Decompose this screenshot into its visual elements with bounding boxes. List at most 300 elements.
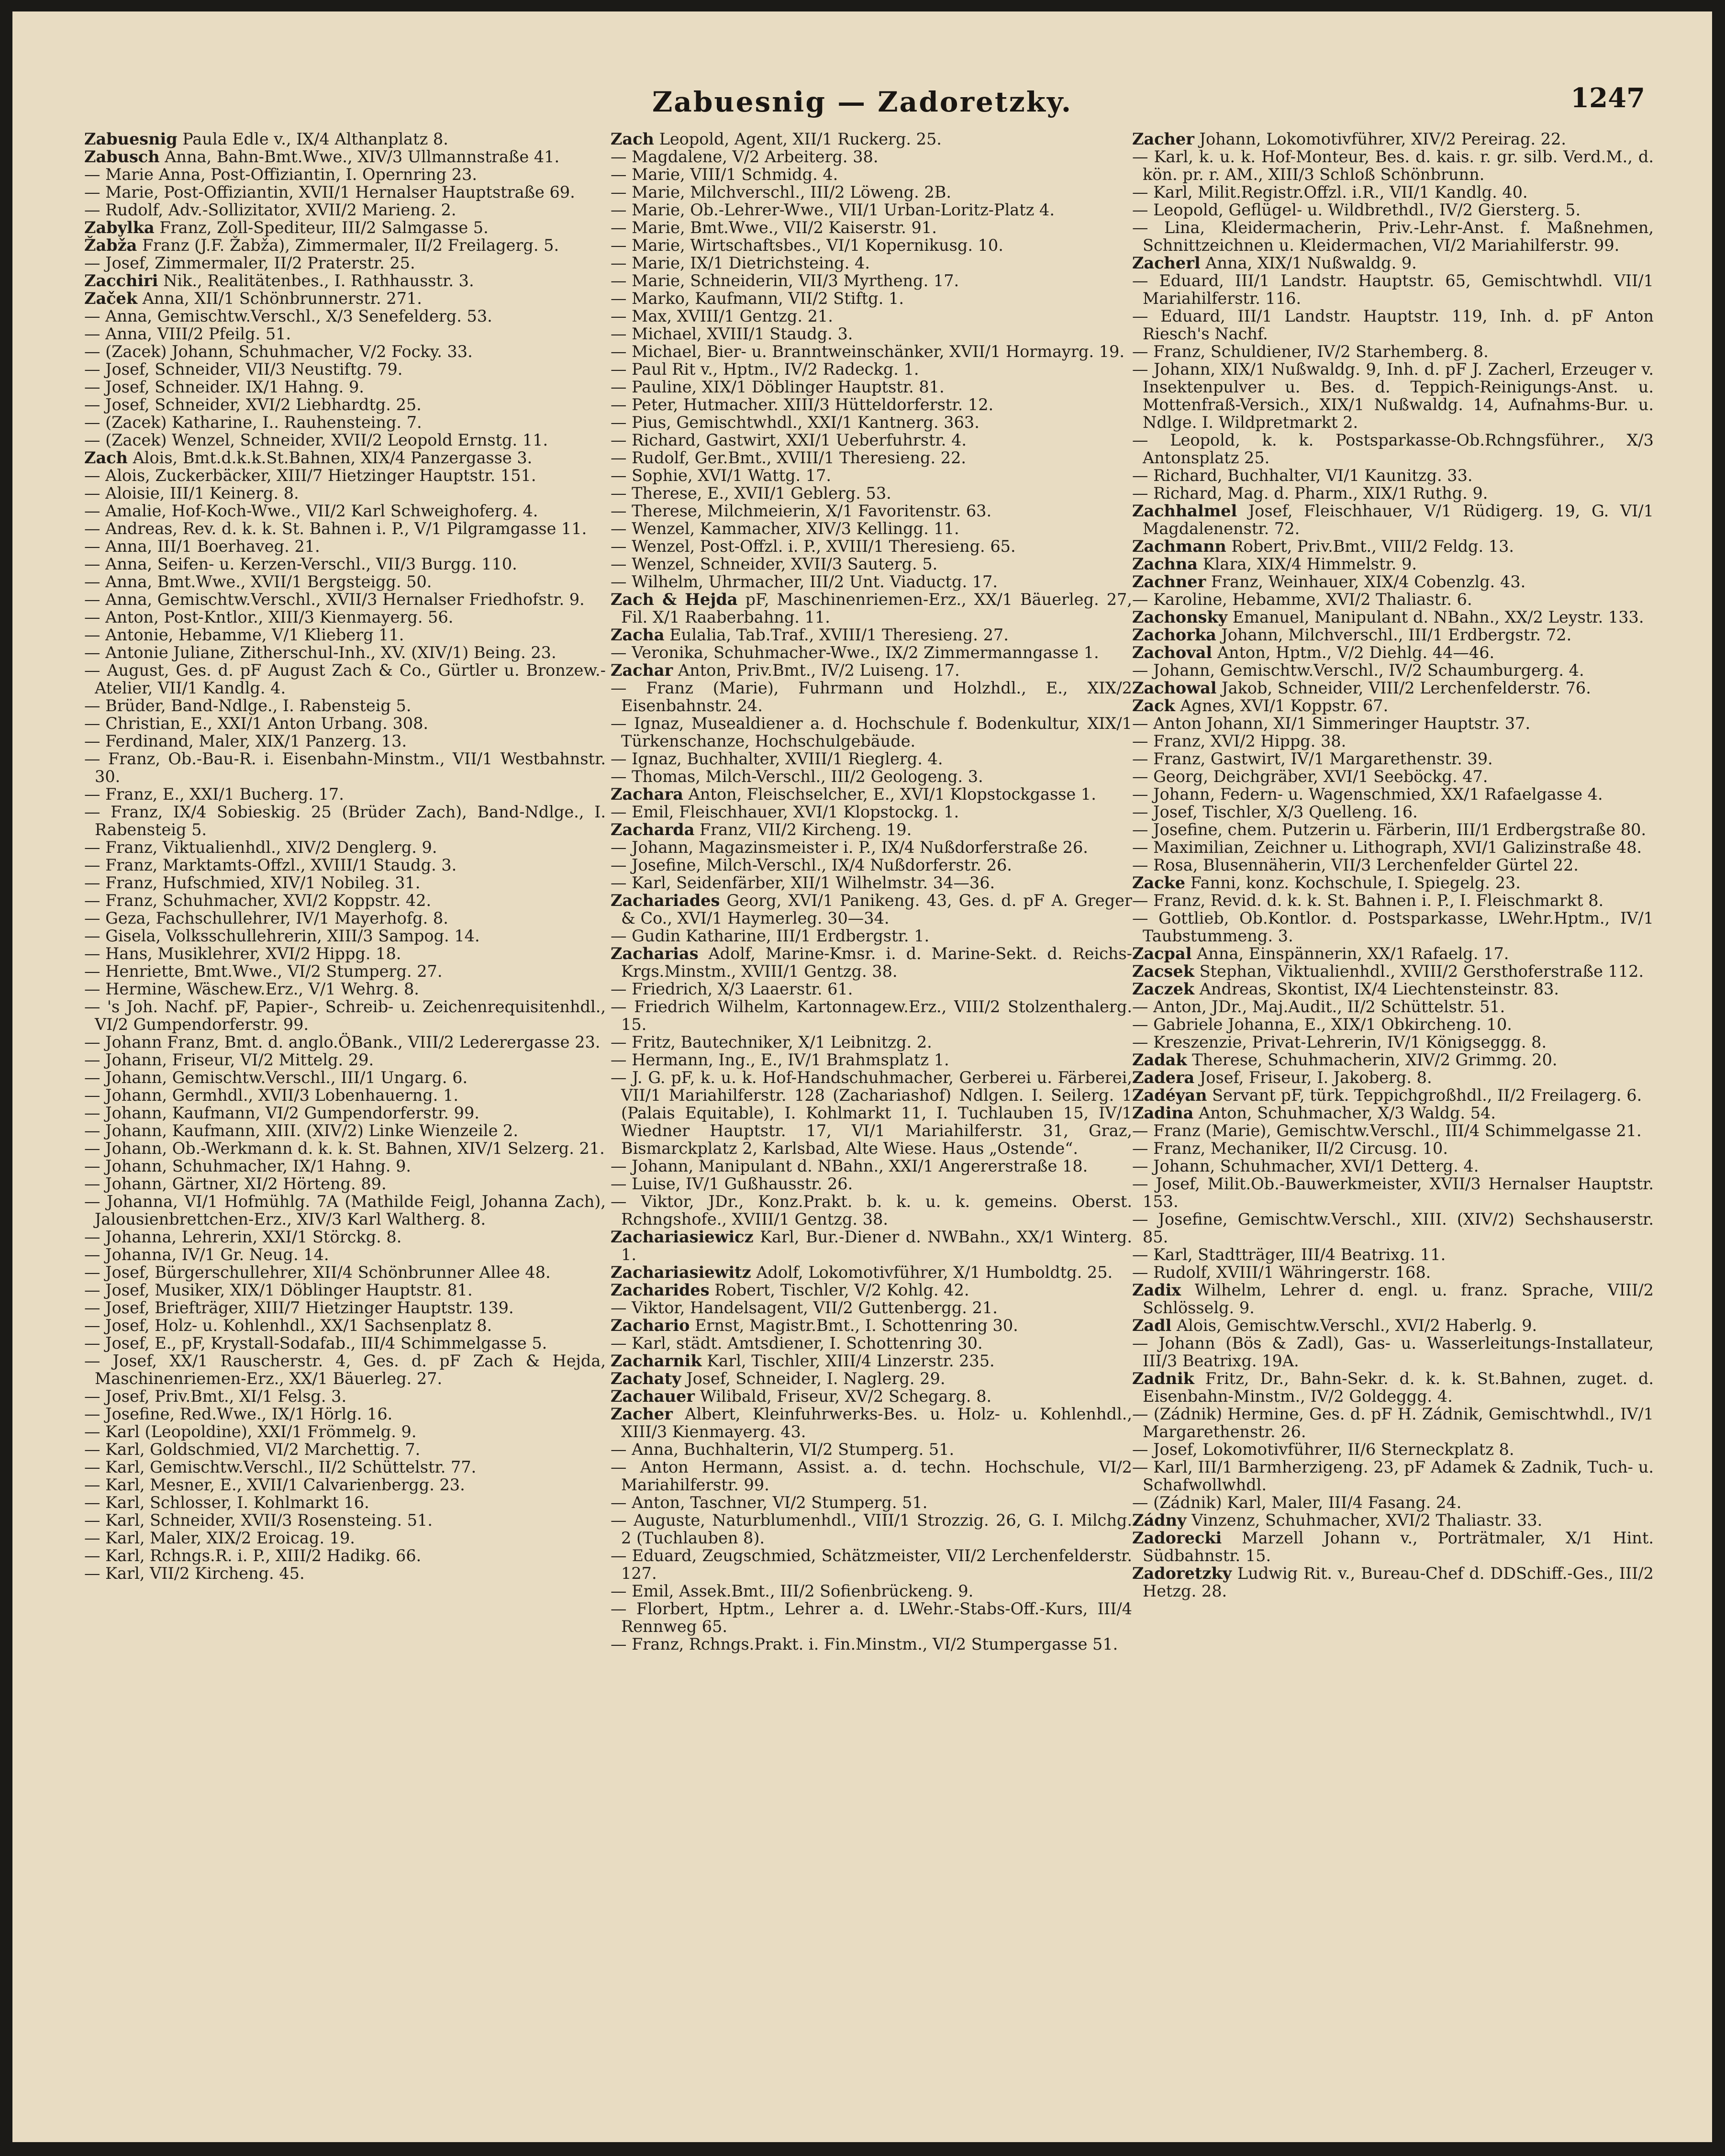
entry-surname: Zachariasiewitz (611, 1263, 751, 1282)
entry-surname: Zach & Hejda (611, 590, 738, 609)
entry-surname: Zacpal (1132, 944, 1192, 963)
entry-text: — Therese, Milchmeierin, X/1 Favoritenstr. 63. (611, 502, 992, 520)
directory-entry (84, 785, 606, 803)
entry-text: — Gisela, Volksschullehrerin, XIII/3 Sampog. 14. (84, 927, 480, 945)
entry-text: Wilibald, Friseur, XV/2 Schegarg. 8. (694, 1387, 992, 1406)
entry-text: Albert, Kleinfuhrwerks-Bes. u. Holz- u. Kohlenhdl., XIII/3 Kienmayerg. 43. (621, 1405, 1132, 1441)
directory-entry (84, 307, 606, 325)
directory-entry (84, 608, 606, 626)
directory-entry (84, 148, 606, 166)
directory-entry (611, 219, 1132, 236)
entry-text: — Marko, Kaufmann, VII/2 Stiftg. 1. (611, 289, 904, 308)
entry-text: — Luise, IV/1 Gußhausstr. 26. (611, 1174, 853, 1193)
directory-entry (611, 1582, 1132, 1600)
entry-text: — Anton Hermann, Assist. a. d. techn. Hochschule, VI/2 Mariahilferstr. 99. (611, 1458, 1132, 1494)
entry-surname: Zachhalmel (1132, 502, 1237, 520)
directory-entry (84, 1228, 606, 1246)
entry-text: Fanni, konz. Kochschule, I. Spiegelg. 23. (1185, 873, 1521, 892)
directory-entry (84, 449, 606, 467)
entry-text: Agnes, XVI/1 Koppstr. 67. (1175, 696, 1389, 715)
entry-text: — Viktor, Handelsagent, VII/2 Guttenbergg. 21. (611, 1298, 998, 1317)
entry-surname: Zacharda (611, 820, 695, 839)
entry-text: — Karl, k. u. k. Hof-Monteur, Bes. d. kais. r. gr. silb. Verd.M., d. kön. pr. r. AM., XIII/3 Schloß Schönbrunn. (1132, 147, 1654, 184)
entry-surname: Zadéyan (1132, 1086, 1207, 1105)
directory-entry (84, 1317, 606, 1334)
entry-text: — Eduard, Zeugschmied, Schätzmeister, VII/2 Lerchenfelderstr. 127. (611, 1546, 1132, 1583)
directory-entry (84, 183, 606, 201)
directory-entry (611, 1193, 1132, 1228)
entry-text: — Franz, Mechaniker, II/2 Circusg. 10. (1132, 1139, 1448, 1158)
entry-text: — Peter, Hutmacher. XIII/3 Hütteldorferstr. 12. (611, 395, 994, 414)
entry-text: — Gottlieb, Ob.Kontlor. d. Postsparkasse, LWehr.Hptm., IV/1 Taubstummeng. 3. (1132, 909, 1654, 945)
directory-entry (1132, 715, 1654, 732)
entry-text: — Hans, Musiklehrer, XVI/2 Hippg. 18. (84, 944, 401, 963)
directory-entry (1132, 360, 1654, 431)
entry-text: — Anna, Seifen- u. Kerzen-Verschl., VII/3 Burgg. 110. (84, 555, 517, 573)
entry-surname: Zadak (1132, 1050, 1187, 1069)
entry-surname: Zachorka (1132, 626, 1216, 644)
entry-text: Franz, Weinhauer, XIX/4 Cobenzlg. 43. (1206, 572, 1526, 591)
directory-entry (84, 201, 606, 219)
directory-entry (84, 591, 606, 608)
entry-surname: Zachauer (611, 1387, 695, 1406)
entry-text: — Anton Johann, XI/1 Simmeringer Hauptstr. 37. (1132, 714, 1531, 733)
directory-entry (611, 236, 1132, 254)
entry-text: Johann, Milchverschl., III/1 Erdbergstr. 72. (1216, 626, 1572, 644)
directory-column-2 (611, 130, 1132, 1653)
directory-entry (611, 378, 1132, 396)
entry-text: — Lina, Kleidermacherin, Priv.-Lehr-Anst. f. Maßnehmen, Schnittzeichnen u. Kleidermachen, VI/2 Mariahilferstr. 99. (1132, 218, 1654, 255)
entry-text: — Anna, Gemischtw.Verschl., X/3 Senefelderg. 53. (84, 307, 492, 325)
entry-text: — Max, XVIII/1 Gentzg. 21. (611, 307, 833, 325)
entry-text: — Richard, Mag. d. Pharm., XIX/1 Ruthg. 9. (1132, 484, 1488, 503)
directory-entry (1132, 945, 1654, 962)
directory-entry (611, 715, 1132, 750)
entry-text: — Josefine, chem. Putzerin u. Färberin, III/1 Erdbergstraße 80. (1132, 820, 1647, 839)
directory-entry (84, 626, 606, 644)
entry-surname: Zack (1132, 696, 1175, 715)
directory-entry (611, 1600, 1132, 1635)
entry-text: Klara, XIX/4 Himmelstr. 9. (1197, 555, 1417, 573)
directory-entry (1132, 254, 1654, 272)
entry-text: — Ignaz, Musealdiener a. d. Hochschule f. Bodenkultur, XIX/1 Türkenschanze, Hochschulgebäude. (611, 714, 1132, 750)
entry-surname: Žabža (84, 236, 137, 255)
entry-text: — Andreas, Rev. d. k. k. St. Bahnen i. P., V/1 Pilgramgasse 11. (84, 519, 587, 538)
directory-entry (84, 909, 606, 927)
entry-text: — Karl, städt. Amtsdiener, I. Schottenring 30. (611, 1334, 983, 1352)
entry-text: — Michael, XVIII/1 Staudg. 3. (611, 324, 853, 343)
directory-entry (611, 520, 1132, 537)
entry-text: — Geza, Fachschullehrer, IV/1 Mayerhofg. 8. (84, 909, 448, 927)
directory-entry (1132, 892, 1654, 909)
directory-entry (1132, 1281, 1654, 1317)
entry-text: — Johann (Bös & Zadl), Gas- u. Wasserleitungs-Installateur, III/3 Beatrixg. 19A. (1132, 1334, 1654, 1370)
entry-surname: Zachar (611, 661, 673, 680)
entry-text: — Josef, Schneider. IX/1 Hahng. 9. (84, 378, 364, 396)
entry-text: Fritz, Dr., Bahn-Sekr. d. k. k. St.Bahnen, zuget. d. Eisenbahn-Minstm., IV/2 Goldeggg. 4. (1143, 1369, 1654, 1406)
entry-text: — Johann, Germhdl., XVII/3 Lobenhauerng. 1. (84, 1086, 459, 1105)
entry-text: Leopold, Agent, XII/1 Ruckerg. 25. (654, 130, 942, 148)
entry-text: Marzell Johann v., Porträtmaler, X/1 Hint. Südbahnstr. 15. (1143, 1529, 1654, 1565)
entry-text: — Michael, Bier- u. Branntweinschänker, XVII/1 Hormayrg. 19. (611, 342, 1125, 361)
entry-text: — Franz, Gastwirt, IV/1 Margarethenstr. 39. (1132, 749, 1493, 768)
directory-entry (1132, 1016, 1654, 1033)
directory-entry (1132, 1051, 1654, 1069)
directory-entry (84, 962, 606, 980)
directory-entry (1132, 998, 1654, 1016)
entry-text: — Karl (Leopoldine), XXI/1 Frömmelg. 9. (84, 1422, 417, 1441)
entry-text: — Johann, Gemischtw.Verschl., IV/2 Schaumburgerg. 4. (1132, 661, 1584, 680)
directory-entry (84, 1476, 606, 1494)
entry-text: — Marie, Wirtschaftsbes., VI/1 Kopernikusg. 10. (611, 236, 1003, 255)
directory-entry (611, 431, 1132, 449)
directory-entry (611, 1370, 1132, 1387)
directory-entry (611, 1635, 1132, 1653)
entry-text: — Karl, Gemischtw.Verschl., II/2 Schüttelstr. 77. (84, 1458, 477, 1476)
entry-text: — Aloisie, III/1 Keinerg. 8. (84, 484, 299, 503)
directory-entry (1132, 573, 1654, 591)
entry-text: — Wilhelm, Uhrmacher, III/2 Unt. Viaductg. 17. (611, 572, 998, 591)
directory-entry (611, 1547, 1132, 1582)
entry-text: — Marie, IX/1 Dietrichsteing. 4. (611, 254, 870, 272)
entry-text: — Anton, JDr., Maj.Audit., II/2 Schüttelstr. 51. (1132, 997, 1505, 1016)
entry-text: — Franz, Revid. d. k. k. St. Bahnen i. P., I. Fleischmarkt 8. (1132, 891, 1604, 910)
directory-entry (1132, 1458, 1654, 1494)
entry-surname: Zacharnik (611, 1352, 702, 1370)
directory-entry (1132, 1104, 1654, 1122)
directory-entry (84, 290, 606, 307)
directory-entry (611, 555, 1132, 573)
directory-entry (84, 360, 606, 378)
directory-entry (84, 750, 606, 785)
directory-entry (84, 803, 606, 838)
entry-text: Anton, Fleischselcher, E., XVI/1 Klopstockgasse 1. (683, 785, 1096, 804)
entry-text: — Ignaz, Buchhalter, XVIII/1 Rieglerg. 4. (611, 749, 943, 768)
entry-text: — Franz, Viktualienhdl., XIV/2 Denglerg. 9. (84, 838, 437, 857)
directory-entry (1132, 1139, 1654, 1157)
directory-entry (1132, 130, 1654, 148)
directory-entry (84, 1051, 606, 1069)
entry-text: — Antonie, Hebamme, V/1 Klieberg 11. (84, 626, 404, 644)
directory-entry (611, 1281, 1132, 1299)
entry-text: Nik., Realitätenbes., I. Rathhausstr. 3. (158, 271, 474, 290)
directory-entry (611, 591, 1132, 626)
entry-surname: Zacharias (611, 944, 699, 963)
directory-entry (84, 1529, 606, 1547)
directory-entry (611, 1441, 1132, 1458)
directory-entry (1132, 1246, 1654, 1263)
directory-entry (84, 396, 606, 413)
entry-text: Jakob, Schneider, VIII/2 Lerchenfelderstr. 76. (1216, 679, 1591, 697)
entry-text: — Anton, Post-Kntlor., XIII/3 Kienmayerg. 56. (84, 608, 454, 626)
directory-entry (84, 732, 606, 750)
entry-text: — Franz (Marie), Fuhrmann und Holzhdl., E., XIX/2 Eisenbahnstr. 24. (611, 679, 1132, 715)
entry-text: — Johann, Manipulant d. NBahn., XXI/1 Angererstraße 18. (611, 1157, 1088, 1175)
entry-text: Franz (J.F. Žabža), Zimmermaler, II/2 Freilagerg. 5. (137, 236, 559, 255)
entry-surname: Zabusch (84, 147, 160, 166)
entry-text: Anton, Priv.Bmt., IV/2 Luiseng. 17. (673, 661, 960, 680)
entry-text: — Josef, Zimmermaler, II/2 Praterstr. 25. (84, 254, 415, 272)
entry-text: Robert, Tischler, V/2 Kohlg. 42. (709, 1281, 969, 1299)
entry-text: — Josef, Briefträger, XIII/7 Hietzinger Hauptstr. 139. (84, 1298, 514, 1317)
entry-text: — Franz, E., XXI/1 Bucherg. 17. (84, 785, 344, 804)
directory-entry (84, 219, 606, 236)
entry-text: — Johann, Kaufmann, XIII. (XIV/2) Linke Wienzeile 2. (84, 1121, 519, 1140)
directory-entry (611, 856, 1132, 874)
entry-text: — Karl, Maler, XIX/2 Eroicag. 19. (84, 1529, 355, 1547)
directory-entry (84, 1122, 606, 1139)
entry-text: — Josef, Musiker, XIX/1 Döblinger Hauptstr. 81. (84, 1281, 473, 1299)
directory-entry (84, 1441, 606, 1458)
entry-text: Wilhelm, Lehrer d. engl. u. franz. Sprache, VIII/2 Schlösselg. 9. (1143, 1281, 1654, 1317)
entry-surname: Zachowal (1132, 679, 1217, 697)
entry-surname: Zadl (1132, 1316, 1172, 1335)
directory-entry (1132, 803, 1654, 821)
directory-entry (1132, 679, 1654, 697)
entry-text: — Wenzel, Schneider, XVII/3 Sauterg. 5. (611, 555, 938, 573)
directory-entry (611, 803, 1132, 821)
directory-entry (1132, 608, 1654, 626)
directory-entry (84, 431, 606, 449)
entry-surname: Zach (611, 130, 654, 148)
directory-entry (1132, 183, 1654, 201)
directory-entry (84, 1281, 606, 1299)
entry-text: — Anna, Buchhalterin, VI/2 Stumperg. 51. (611, 1440, 955, 1459)
directory-entry (1132, 1175, 1654, 1210)
directory-entry (611, 396, 1132, 413)
directory-entry (611, 1299, 1132, 1317)
directory-entry (1132, 1210, 1654, 1246)
entry-text: — Christian, E., XXI/1 Anton Urbang. 308. (84, 714, 429, 733)
entry-text: — Karl, Seidenfärber, XII/1 Wilhelmstr. 34—36. (611, 873, 995, 892)
directory-entry (84, 1352, 606, 1387)
entry-text: — Johann, Schuhmacher, XVI/1 Detterg. 4. (1132, 1157, 1479, 1175)
directory-entry (84, 1157, 606, 1175)
entry-surname: Zacherl (1132, 254, 1201, 272)
entry-text: — Franz, XVI/2 Hippg. 38. (1132, 732, 1347, 750)
directory-entry (611, 945, 1132, 980)
entry-text: — Alois, Zuckerbäcker, XIII/7 Hietzinger Hauptstr. 151. (84, 466, 536, 485)
entry-text: — Anton, Taschner, VI/2 Stumperg. 51. (611, 1493, 928, 1512)
directory-entry (1132, 1033, 1654, 1051)
directory-entry (1132, 555, 1654, 573)
directory-entry (611, 573, 1132, 591)
entry-text: — Gudin Katharine, III/1 Erdbergstr. 1. (611, 927, 930, 945)
entry-text: Karl, Tischler, XIII/4 Linzerstr. 235. (701, 1352, 995, 1370)
directory-entry (1132, 768, 1654, 785)
entry-text: Adolf, Marine-Kmsr. i. d. Marine-Sekt. d. Reichs-Krgs.Minstm., XVIII/1 Gentzg. 38. (621, 944, 1132, 981)
entry-text: pF, Maschinenriemen-Erz., XX/1 Bäuerleg. 27, Fil. X/1 Raaberbahng. 11. (621, 590, 1132, 626)
directory-entry (84, 892, 606, 909)
entry-text: — Johann, Ob.-Werkmann d. k. k. St. Bahnen, XIV/1 Selzerg. 21. (84, 1139, 605, 1158)
directory-entry (611, 661, 1132, 679)
entry-text: Vinzenz, Schuhmacher, XVI/2 Thaliastr. 33. (1186, 1511, 1543, 1530)
directory-entry (84, 254, 606, 272)
entry-text: — Emil, Fleischhauer, XVI/1 Klopstockg. 1. (611, 803, 959, 821)
directory-entry (1132, 1564, 1654, 1600)
directory-entry (84, 1564, 606, 1582)
directory-entry (611, 1069, 1132, 1157)
entry-text: — 's Joh. Nachf. pF, Papier-, Schreib- u. Zeichenrequisitenhdl., VI/2 Gumpendorferstr. 99. (84, 997, 606, 1034)
directory-entry (611, 1352, 1132, 1370)
directory-entry (84, 413, 606, 431)
entry-surname: Zabuesnig (84, 130, 178, 148)
directory-entry (84, 998, 606, 1033)
directory-entry (611, 449, 1132, 467)
directory-entry (84, 1511, 606, 1529)
entry-text: — Karl, Rchngs.R. i. P., XIII/2 Hadikg. 66. (84, 1546, 422, 1565)
entry-text: — Karl, Goldschmied, VI/2 Marchettig. 7. (84, 1440, 421, 1459)
entry-text: — August, Ges. d. pF August Zach & Co., Gürtler u. Bronzew.-Atelier, VII/1 Kandlg. 4. (84, 661, 606, 697)
entry-text: — Anna, VIII/2 Pfeilg. 51. (84, 324, 291, 343)
entry-text: Robert, Priv.Bmt., VIII/2 Feldg. 13. (1226, 537, 1514, 556)
directory-column-3 (1132, 130, 1654, 1600)
entry-text: — Josef, Schneider, XVI/2 Liebhardtg. 25. (84, 395, 422, 414)
directory-entry (84, 980, 606, 998)
directory-entry (1132, 1334, 1654, 1370)
directory-entry (84, 1458, 606, 1476)
entry-text: — Josef, Lokomotivführer, II/6 Sterneckplatz 8. (1132, 1440, 1514, 1459)
entry-text: — Sophie, XVI/1 Wattg. 17. (611, 466, 832, 485)
directory-entry (611, 254, 1132, 272)
entry-text: Anton, Schuhmacher, X/3 Waldg. 54. (1193, 1104, 1496, 1122)
entry-text: — Amalie, Hof-Koch-Wwe., VII/2 Karl Schweighoferg. 4. (84, 502, 538, 520)
directory-entry (611, 679, 1132, 715)
directory-entry (84, 1423, 606, 1441)
entry-text: — Karl, Schlosser, I. Kohlmarkt 16. (84, 1493, 369, 1512)
entry-text: Franz, VII/2 Kircheng. 19. (694, 820, 912, 839)
entry-text: — Brüder, Band-Ndlge., I. Rabensteig 5. (84, 696, 412, 715)
entry-text: — Antonie Juliane, Zitherschul-Inh., XV. (XIV/1) Being. 23. (84, 643, 556, 662)
entry-text: Anna, Bahn-Bmt.Wwe., XIV/3 Ullmannstraße 41. (159, 147, 560, 166)
entry-text: — (Zádnik) Hermine, Ges. d. pF H. Zádnik, Gemischtwhdl., IV/1 Margarethenstr. 26. (1132, 1405, 1654, 1441)
directory-entry (611, 768, 1132, 785)
directory-entry (84, 130, 606, 148)
directory-entry (84, 1387, 606, 1405)
entry-surname: Zacher (1132, 130, 1194, 148)
entry-text: — Johann, Federn- u. Wagenschmied, XX/1 Rafaelgasse 4. (1132, 785, 1603, 804)
directory-entry (84, 1299, 606, 1317)
directory-entry (1132, 219, 1654, 254)
entry-text: — Fritz, Bautechniker, X/1 Leibnitzg. 2. (611, 1033, 932, 1051)
entry-text: Andreas, Skontist, IX/4 Liechtensteinstr. 83. (1194, 980, 1559, 998)
entry-text: — Marie, Post-Offiziantin, XVII/1 Hernalser Hauptstraße 69. (84, 183, 575, 201)
entry-text: — Veronika, Schuhmacher-Wwe., IX/2 Zimmermanngasse 1. (611, 643, 1099, 662)
entry-text: — Johanna, Lehrerin, XXI/1 Störckg. 8. (84, 1228, 402, 1246)
directory-entry (84, 838, 606, 856)
directory-entry (1132, 1494, 1654, 1511)
entry-surname: Zaczek (1132, 980, 1195, 998)
entry-text: Ernst, Magistr.Bmt., I. Schottenring 30. (690, 1316, 1018, 1335)
directory-entry (84, 644, 606, 661)
entry-text: — Johann, XIX/1 Nußwaldg. 9, Inh. d. pF J. Zacherl, Erzeuger v. Insektenpulver u. Bes. d. Teppich-Reinigungs-Anst. u. Mottenfraß-Versich., XIX/1 Nußwaldg. 14, Aufnahms-Bur. u. Ndlge. I. Wildpretmarkt 2. (1132, 360, 1654, 432)
directory-entry (84, 236, 606, 254)
entry-surname: Zachara (611, 785, 683, 804)
directory-entry (84, 467, 606, 484)
entry-text: Georg, XVI/1 Panikeng. 43, Ges. d. pF A. Greger & Co., XVI/1 Haymerleg. 30—34. (621, 891, 1132, 927)
directory-entry (1132, 750, 1654, 768)
entry-text: — Wenzel, Kammacher, XIV/3 Kellingg. 11. (611, 519, 959, 538)
entry-surname: Zachonsky (1132, 608, 1228, 626)
entry-text: — Josef, Bürgerschullehrer, XII/4 Schönbrunner Allee 48. (84, 1263, 551, 1282)
directory-entry (1132, 785, 1654, 803)
directory-entry (84, 1334, 606, 1352)
directory-entry (1132, 1529, 1654, 1564)
directory-entry (1132, 962, 1654, 980)
directory-entry (611, 360, 1132, 378)
entry-text: — Franz, Rchngs.Prakt. i. Fin.Minstm., VI/2 Stumpergasse 51. (611, 1635, 1118, 1653)
directory-entry (1132, 821, 1654, 838)
entry-text: — Josef, Holz- u. Kohlenhdl., XX/1 Sachsenplatz 8. (84, 1316, 492, 1335)
entry-text: — Marie, Bmt.Wwe., VII/2 Kaiserstr. 91. (611, 218, 937, 237)
entry-surname: Zadina (1132, 1104, 1194, 1122)
directory-entry (1132, 1122, 1654, 1139)
entry-surname: Zach (84, 448, 128, 467)
directory-entry (84, 1069, 606, 1086)
entry-text: — Hermine, Wäschew.Erz., V/1 Wehrg. 8. (84, 980, 419, 998)
entry-text: — Josefine, Gemischtw.Verschl., XIII. (XIV/2) Sechshauserstr. 85. (1132, 1210, 1654, 1246)
directory-entry (611, 290, 1132, 307)
entry-surname: Zacsek (1132, 962, 1194, 981)
entry-text: — Josef, Milit.Ob.-Bauwerkmeister, XVII/3 Hernalser Hauptstr. 153. (1132, 1174, 1654, 1211)
entry-text: — Karl, Stadtträger, III/4 Beatrixg. 11. (1132, 1245, 1446, 1264)
entry-text: — Anna, Bmt.Wwe., XVII/1 Bergsteigg. 50. (84, 572, 432, 591)
directory-entry (84, 661, 606, 697)
entry-text: Johann, Lokomotivführer, XIV/2 Pereirag. 22. (1194, 130, 1567, 148)
entry-text: — Viktor, JDr., Konz.Prakt. b. k. u. k. gemeins. Oberst. Rchngshofe., XVIII/1 Gentzg. 38. (611, 1192, 1132, 1229)
entry-text: — Josef, Tischler, X/3 Quelleng. 16. (1132, 803, 1418, 821)
directory-entry (1132, 1157, 1654, 1175)
entry-surname: Zacchiri (84, 271, 158, 290)
entry-text: — Friedrich Wilhelm, Kartonnagew.Erz., VIII/2 Stolzenthalerg. 15. (611, 997, 1132, 1034)
directory-entry (84, 1104, 606, 1122)
directory-entry (84, 927, 606, 945)
directory-entry (611, 821, 1132, 838)
directory-entry (611, 1494, 1132, 1511)
entry-text: Alois, Bmt.d.k.k.St.Bahnen, XIX/4 Panzergasse 3. (127, 448, 533, 467)
entry-text: Eulalia, Tab.Traf., XVIII/1 Theresieng. 27. (664, 626, 1009, 644)
entry-surname: Zachario (611, 1316, 690, 1335)
entry-text: Anna, XIX/1 Nußwaldg. 9. (1200, 254, 1417, 272)
entry-text: Emanuel, Manipulant d. NBahn., XX/2 Leystr. 133. (1227, 608, 1644, 626)
entry-text: — Karl, VII/2 Kircheng. 45. (84, 1564, 305, 1583)
entry-text: Franz, Zoll-Spediteur, III/2 Salmgasse 5. (154, 218, 489, 237)
entry-text: — Karl, Mesner, E., XVII/1 Calvarienbergg. 23. (84, 1475, 465, 1494)
entry-text: — J. G. pF, k. u. k. Hof-Handschuhmacher, Gerberei u. Färberei, VII/1 Mariahilferstr. 128 (Zachariashof) Ndlgen. I. Seilerg. 1 (Palais Equitable), I. Kohlmarkt 11, I. Tuchlauben 15, IV/1 Wiedner Hauptstr. 17, VI/1 Mariahilferstr. 31, Graz, Bismarckplatz 2, Karlsbad, Alte Wiese. Haus „Ostende“. (611, 1068, 1132, 1158)
entry-text: — Leopold, k. k. Postsparkasse-Ob.Rchngsführer., X/3 Antonsplatz 25. (1132, 431, 1654, 467)
directory-entry (611, 166, 1132, 183)
entry-text: — Maximilian, Zeichner u. Lithograph, XVI/1 Galizinstraße 48. (1132, 838, 1642, 857)
directory-entry (611, 343, 1132, 360)
directory-entry (611, 892, 1132, 927)
directory-entry (1132, 980, 1654, 998)
entry-text: — Eduard, III/1 Landstr. Hauptstr. 65, Gemischtwhdl. VII/1 Mariahilferstr. 116. (1132, 271, 1654, 308)
page-number: 1247 (1570, 82, 1645, 114)
directory-entry (611, 1263, 1132, 1281)
directory-entry (611, 467, 1132, 484)
entry-text: — Marie Anna, Post-Offiziantin, I. Opernring 23. (84, 165, 478, 184)
entry-text: — Rudolf, XVIII/1 Währingerstr. 168. (1132, 1263, 1431, 1282)
entry-surname: Zachaty (611, 1369, 681, 1388)
entry-text: — Magdalene, V/2 Arbeiterg. 38. (611, 147, 879, 166)
entry-text: — Karl, Milit.Registr.Offzl. i.R., VII/1 Kandlg. 40. (1132, 183, 1528, 201)
entry-text: — Hermann, Ing., E., IV/1 Brahmsplatz 1. (611, 1050, 949, 1069)
entry-text: — Pauline, XIX/1 Döblinger Hauptstr. 81. (611, 378, 945, 396)
directory-entry (611, 644, 1132, 661)
directory-entry (84, 325, 606, 343)
entry-text: — Johann, Gärtner, XI/2 Hörteng. 89. (84, 1174, 387, 1193)
directory-entry (611, 1458, 1132, 1494)
